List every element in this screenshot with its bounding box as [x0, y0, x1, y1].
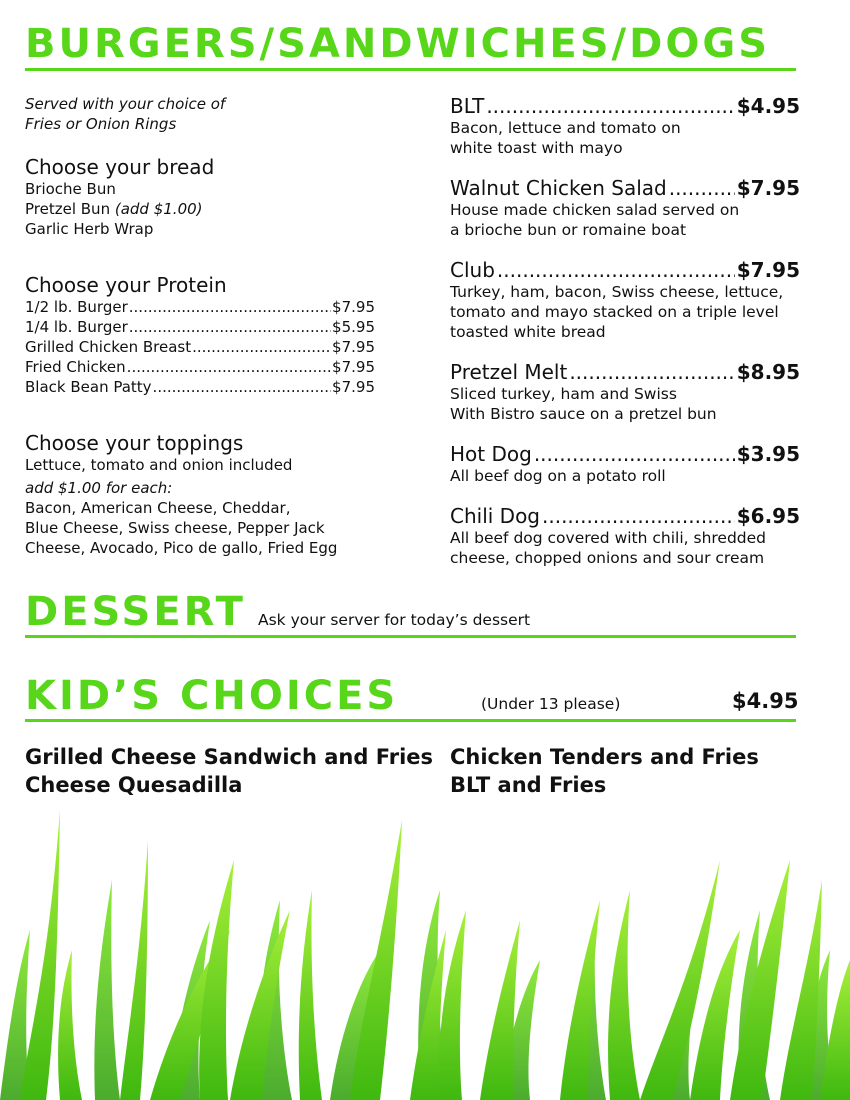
burgers-title: BURGERS/SANDWICHES/DOGS [25, 21, 771, 67]
bread-list [25, 179, 385, 239]
dot-leader [486, 94, 734, 118]
item-description [450, 466, 800, 486]
item-description-line: toasted white bread [450, 323, 606, 341]
protein-row [25, 337, 375, 357]
item-price: $4.95 [736, 94, 800, 118]
grass-illustration [0, 800, 850, 1100]
bread-item: Garlic Herb Wrap [25, 220, 154, 238]
toppings-block [25, 455, 385, 558]
menu-item-walnut-chicken-salad [450, 176, 800, 240]
item-description [450, 528, 800, 568]
dessert-divider [25, 635, 796, 638]
dot-leader [534, 442, 735, 466]
dot-leader [669, 176, 735, 200]
kids-item: Chicken Tenders and Fries [450, 745, 759, 769]
item-description-line: All beef dog covered with chili, shredded [450, 529, 767, 547]
protein-row [25, 357, 375, 377]
menu-item-pretzel-melt [450, 360, 800, 424]
dessert-title: DESSERT [25, 589, 246, 635]
bread-item: Brioche Bun [25, 180, 116, 198]
kids-left-list [25, 743, 433, 799]
kids-age-note: (Under 13 please) [481, 695, 621, 713]
dot-leader [569, 360, 734, 384]
dot-leader [127, 357, 331, 377]
kids-item: Grilled Cheese Sandwich and Fries [25, 745, 434, 769]
menu-item-header [450, 258, 800, 282]
item-name: Hot Dog [450, 442, 532, 466]
item-description [450, 282, 800, 342]
item-price: $6.95 [736, 504, 800, 528]
dot-leader [129, 317, 331, 337]
item-price: $7.95 [736, 176, 800, 200]
item-name: Club [450, 258, 495, 282]
menu-item-header [450, 442, 800, 466]
item-price: $8.95 [736, 360, 800, 384]
protein-name: Fried Chicken [25, 358, 126, 376]
menu-item-club [450, 258, 800, 342]
kids-item: Cheese Quesadilla [25, 773, 243, 797]
protein-price: $7.95 [332, 378, 375, 396]
item-description [450, 200, 800, 240]
protein-row [25, 377, 375, 397]
served-note [25, 94, 385, 134]
kids-item: BLT and Fries [450, 773, 607, 797]
protein-price: $7.95 [332, 298, 375, 316]
protein-row [25, 297, 375, 317]
item-price: $7.95 [736, 258, 800, 282]
protein-price: $5.95 [332, 318, 375, 336]
protein-price: $7.95 [332, 338, 375, 356]
dot-leader [497, 258, 735, 282]
menu-item-header [450, 504, 800, 528]
menu-item-header [450, 94, 800, 118]
item-description-line: white toast with mayo [450, 139, 623, 157]
bread-item-label: Pretzel Bun [25, 200, 111, 218]
item-description-line: cheese, chopped onions and sour cream [450, 549, 765, 567]
kids-price: $4.95 [732, 689, 799, 713]
item-description-line: With Bistro sauce on a pretzel bun [450, 405, 717, 423]
bread-item [25, 199, 385, 219]
toppings-included: Lettuce, tomato and onion included [25, 456, 293, 474]
toppings-line: Blue Cheese, Swiss cheese, Pepper Jack [25, 519, 325, 537]
pretzel-extra-note: (add $1.00) [114, 200, 203, 218]
item-description-line: a brioche bun or romaine boat [450, 221, 687, 239]
item-description-line: tomato and mayo stacked on a triple level [450, 303, 779, 321]
item-description [450, 384, 800, 424]
toppings-heading: Choose your toppings [25, 431, 244, 455]
item-description-line: Turkey, ham, bacon, Swiss cheese, lettuce, [450, 283, 784, 301]
dot-leader [192, 337, 331, 357]
right-column [450, 94, 800, 586]
item-price: $3.95 [736, 442, 800, 466]
served-note-line-1: Served with your choice of [25, 95, 226, 113]
menu-item-hot-dog [450, 442, 800, 486]
bread-heading: Choose your bread [25, 155, 215, 179]
burgers-divider [25, 68, 796, 71]
menu-item-chili-dog [450, 504, 800, 568]
item-name: Chili Dog [450, 504, 540, 528]
left-column [25, 94, 385, 558]
protein-row [25, 317, 375, 337]
protein-name: 1/4 lb. Burger [25, 318, 128, 336]
kids-divider [25, 719, 796, 722]
protein-name: Grilled Chicken Breast [25, 338, 192, 356]
dot-leader [153, 377, 332, 397]
kids-title: KID’S CHOICES [25, 673, 399, 719]
item-name: Walnut Chicken Salad [450, 176, 667, 200]
item-description [450, 118, 800, 158]
protein-name: Black Bean Patty [25, 378, 152, 396]
item-description-line: House made chicken salad served on [450, 201, 740, 219]
kids-right-list [450, 743, 759, 799]
menu-item-header [450, 176, 800, 200]
item-name: BLT [450, 94, 485, 118]
protein-name: 1/2 lb. Burger [25, 298, 128, 316]
menu-item-blt [450, 94, 800, 158]
item-name: Pretzel Melt [450, 360, 568, 384]
dessert-note: Ask your server for today’s dessert [258, 611, 531, 629]
item-description-line: All beef dog on a potato roll [450, 467, 666, 485]
protein-price: $7.95 [332, 358, 375, 376]
dot-leader [129, 297, 331, 317]
toppings-line: Bacon, American Cheese, Cheddar, [25, 499, 291, 517]
protein-list [25, 297, 385, 397]
toppings-line: Cheese, Avocado, Pico de gallo, Fried Egg [25, 539, 338, 557]
toppings-add-note: add $1.00 for each: [25, 479, 173, 497]
dot-leader [542, 504, 735, 528]
item-description-line: Sliced turkey, ham and Swiss [450, 385, 677, 403]
item-description-line: Bacon, lettuce and tomato on [450, 119, 681, 137]
served-note-line-2: Fries or Onion Rings [25, 115, 177, 133]
protein-heading: Choose your Protein [25, 273, 227, 297]
menu-item-header [450, 360, 800, 384]
